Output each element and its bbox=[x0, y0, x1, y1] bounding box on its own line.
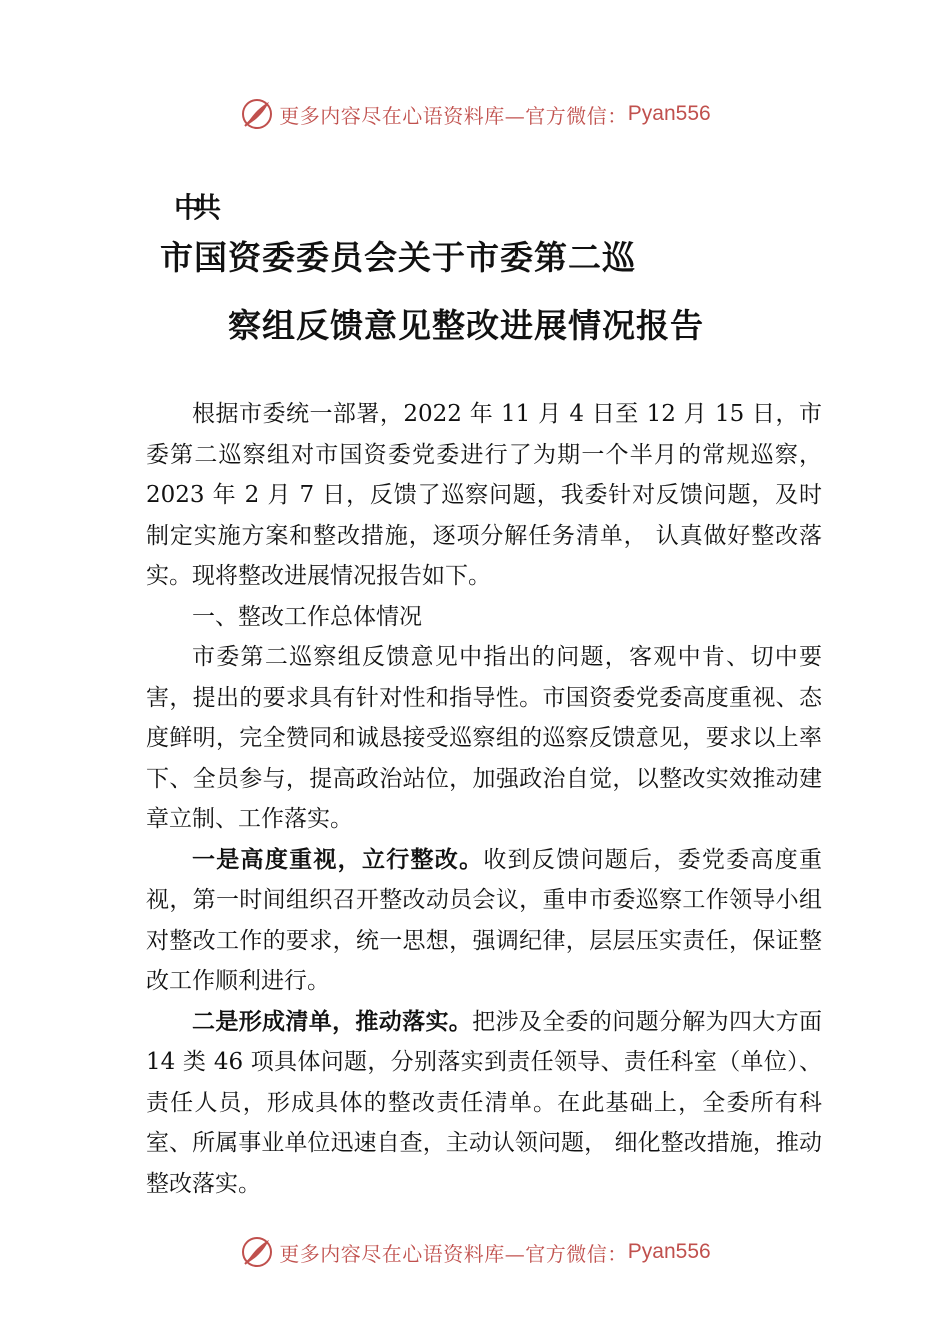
section-heading bbox=[146, 597, 822, 638]
paragraph-text: 收到反馈问题后，委党委高度重视，第一时间组织召开整改动员会议，重申市委巡察工作领导小组对整改工作的要求，统一思想，强调纪律，层层压实责任，保证整改工作顺利进行。 bbox=[146, 846, 823, 994]
feather-pen-logo-icon bbox=[239, 96, 275, 132]
footer-banner bbox=[0, 1234, 950, 1270]
paragraph bbox=[146, 840, 822, 1002]
header-banner bbox=[0, 96, 950, 132]
paragraph-lead: 一是高度重视，立行整改。 bbox=[192, 846, 484, 873]
banner-wechat-id: Pyan556 bbox=[627, 1240, 711, 1263]
banner-text: 更多内容尽在心语资料库—官方微信： bbox=[279, 103, 628, 128]
paragraph bbox=[146, 1002, 822, 1205]
paragraph bbox=[146, 637, 822, 840]
paragraph-text: 一、整改工作总体情况 bbox=[192, 603, 422, 630]
document-title-line-1: 市国资委委员会关于市委第二巡 bbox=[160, 238, 636, 277]
paragraph-text: 把涉及全委的问题分解为四大方面 14 类 46 项具体问题，分别落实到责任领导、责任科室（单位）、责任人员，形成具体的整改责任清单。在此基础上，全委所有科室、所属事业单位迅速自查，主动认领问题， 细化整改措施，推动整改落实。 bbox=[146, 1008, 823, 1197]
paragraph-text: 根据市委统一部署，2022 年 11 月 4 日至 12 月 15 日，市委第二巡察组对市国资委党委进行了为期一个半月的常规巡察，2023 年 2 月 7 日，反馈了巡察问题，我委针对反馈问题，及时制定实施方案和整改措施，逐项分解任务清单， 认真做好整改落实。现将整改进展情况报告如下。 bbox=[146, 401, 822, 589]
document-title-line-2: 察组反馈意见整改进展情况报告 bbox=[228, 306, 704, 345]
paragraph bbox=[146, 394, 822, 597]
paragraph-lead: 二是形成清单，推动落实。 bbox=[192, 1008, 473, 1035]
banner-wechat-id: Pyan556 bbox=[627, 102, 711, 125]
document-body bbox=[146, 394, 822, 1204]
banner-text: 更多内容尽在心语资料库—官方微信： bbox=[279, 1241, 628, 1266]
paragraph-text: 市委第二巡察组反馈意见中指出的问题，客观中肯、切中要害，提出的要求具有针对性和指导性。市国资委党委高度重视、态度鲜明，完全赞同和诚恳接受巡察组的巡察反馈意见，要求以上率下、全员参与，提高政治站位，加强政治自觉，以整改实效推动建章立制、工作落实。 bbox=[146, 644, 822, 832]
corner-mark: 中共 bbox=[174, 191, 213, 224]
feather-pen-logo-icon bbox=[239, 1234, 275, 1270]
